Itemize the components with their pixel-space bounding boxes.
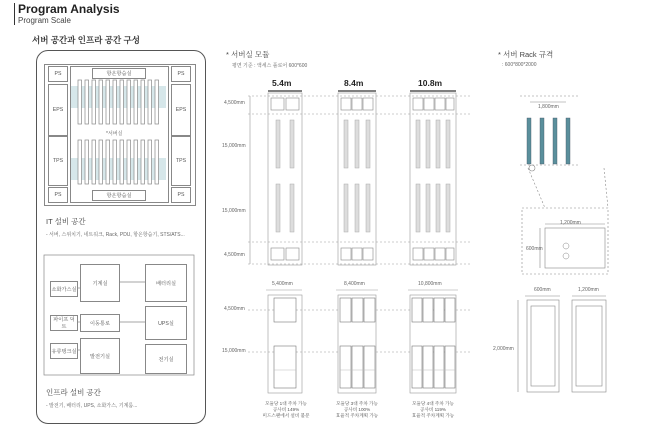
- it-section-desc: - 서버, 스위치기, 네트워크, Rack, PDU, 항온항습기, STS/ATS...: [46, 232, 185, 238]
- ps-box-tr: PS: [171, 66, 191, 82]
- tps-box-r: TPS: [171, 136, 191, 186]
- module-note-3: 모듈당 4대 주차 가능 공사비 119% 효율적 주차계획 가능: [411, 401, 455, 418]
- infra-section-title: 인프라 설비 공간: [46, 388, 101, 397]
- module-width-2: 8.4m: [344, 78, 364, 88]
- corridor-bottom: 항온항습실: [92, 190, 146, 201]
- module-width-1: 5.4m: [272, 78, 292, 88]
- corridor-top: 항온항습실: [92, 68, 146, 79]
- electric-room: 전기실: [145, 344, 187, 374]
- infra-section-desc: - 발전기, 배터리, UPS, 소화가스, 기계룸...: [46, 403, 138, 409]
- dim-15000-mid: 15,000mm: [222, 208, 246, 214]
- page-subtitle: Program Scale: [18, 16, 71, 25]
- fire-gas-room: 소화가스실: [50, 281, 78, 297]
- rack-dim-1200-bottom: 1,200mm: [578, 287, 599, 293]
- module-section-title: * 서버실 모듈: [226, 50, 270, 59]
- tps-box-l: TPS: [48, 136, 68, 186]
- corridor-box: 이동통로: [80, 314, 120, 332]
- rack-section-spec: : 600*800*2000: [502, 62, 537, 68]
- eps-box-r: EPS: [171, 84, 191, 136]
- it-section-title: IT 설비 공간: [46, 217, 86, 226]
- generator-room: 기계실: [80, 264, 120, 302]
- section-title: 서버 공간과 인프라 공간 구성: [32, 35, 140, 45]
- oil-tank-room: 유류탱크실: [50, 343, 78, 359]
- module-width-3: 10.8m: [418, 78, 443, 88]
- dim-15000-lower: 15,000mm: [222, 348, 246, 354]
- page-title: Program Analysis: [18, 2, 120, 16]
- dim-4500-lower: 4,500mm: [224, 306, 245, 312]
- ups-room: UPS실: [145, 306, 187, 340]
- rack-dim-600-bottom: 600mm: [534, 287, 551, 293]
- rack-dim-1800: 1,800mm: [538, 104, 559, 110]
- eps-box-l: EPS: [48, 84, 68, 136]
- battery-room: 배터리실: [145, 264, 187, 302]
- module-note-2: 모듈당 3대 주차 가능 공사비 100% 효율적 주차계획 가능: [335, 401, 379, 418]
- rack-dim-2000: 2,000mm: [493, 346, 514, 352]
- module-dim-2: 8,400mm: [344, 281, 365, 287]
- ps-box-br: PS: [171, 187, 191, 203]
- module-dim-3: 10,800mm: [418, 281, 442, 287]
- module-section-subtitle: 평면 기준 : 액세스 플로어 600*600: [232, 63, 308, 69]
- rack-dim-1200-top: 1,200mm: [560, 220, 581, 226]
- server-hall-label: *서버실: [106, 131, 123, 137]
- rack-section-title: * 서버 Rack 규격: [498, 50, 554, 59]
- rack-dim-600-side: 600mm: [526, 246, 543, 252]
- dim-4500-top: 4,500mm: [224, 100, 245, 106]
- module-note-1: 모듈당 1대 주차 가능 공사비 149% 미드스팬에서 설비 불분: [262, 401, 310, 418]
- dim-4500-bottom: 4,500mm: [224, 252, 245, 258]
- dim-15000-top: 15,000mm: [222, 143, 246, 149]
- module-dim-1: 5,400mm: [272, 281, 293, 287]
- power-room: 발전기실: [80, 338, 120, 374]
- ps-box-tl: PS: [48, 66, 68, 82]
- ps-box-bl: PS: [48, 187, 68, 203]
- pipe-duct: 파이프 덕트: [50, 315, 78, 331]
